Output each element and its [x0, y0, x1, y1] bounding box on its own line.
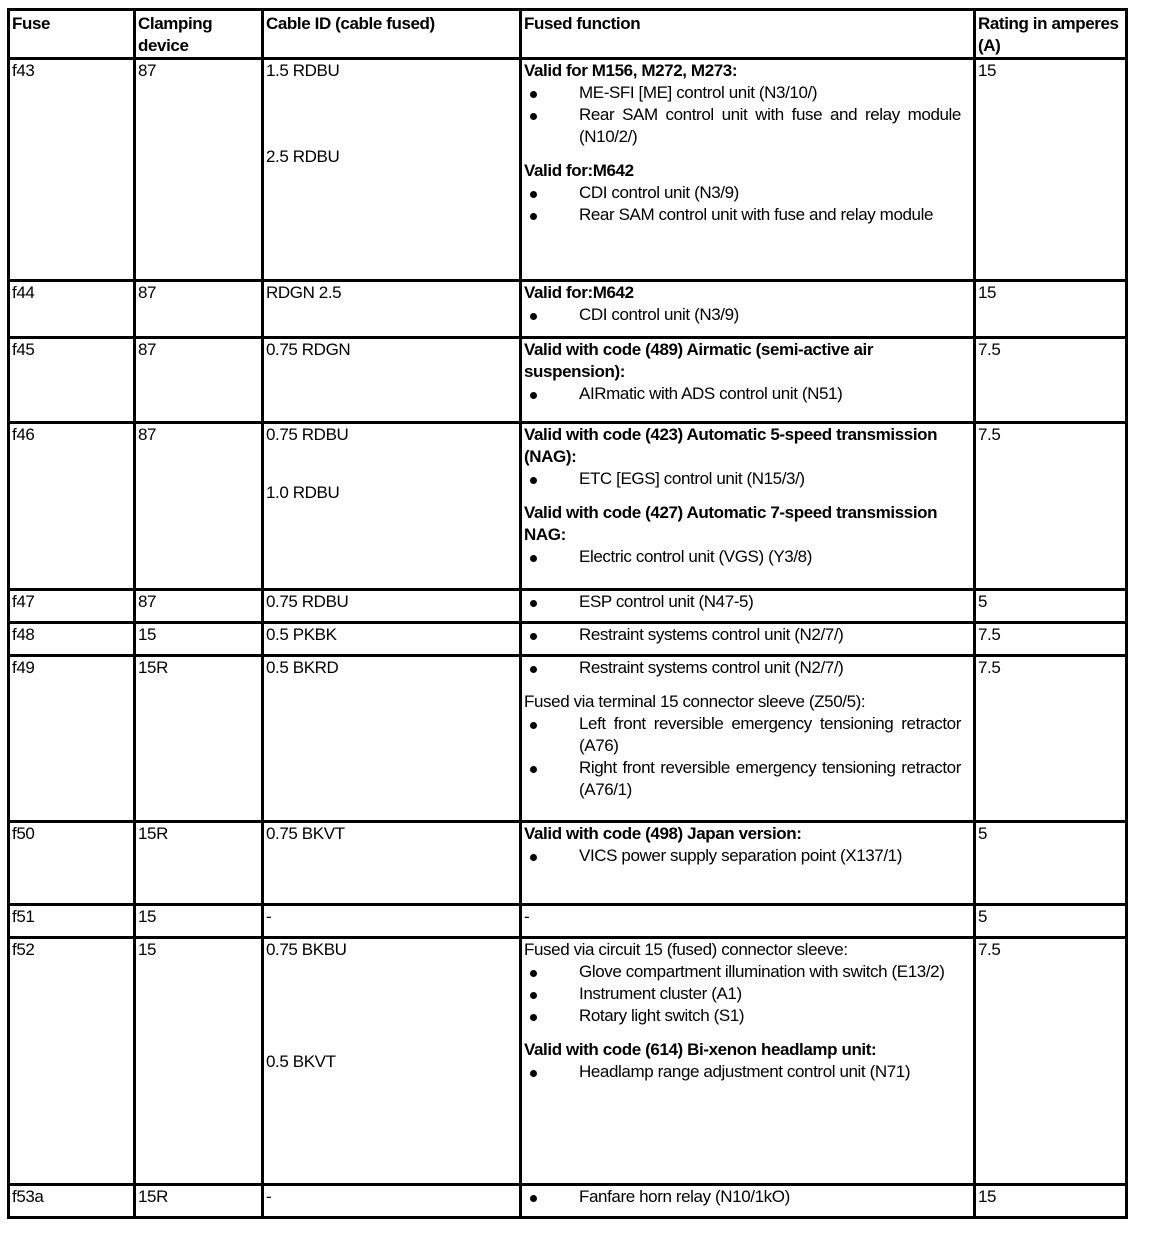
bullet-icon [530, 970, 537, 977]
function-note: - [524, 907, 530, 926]
fused-function-cell [521, 59, 975, 281]
validity-heading: Valid with code (489) Airmatic (semi-active air suspension): [524, 340, 874, 381]
table-row [9, 905, 1127, 938]
bullet-icon [530, 766, 537, 773]
list-item-text: Instrument cluster (A1) [579, 984, 742, 1003]
cable-id: - [266, 1187, 272, 1206]
list-item [524, 624, 971, 646]
function-list [524, 657, 971, 679]
table-row [9, 623, 1127, 656]
cable-id-cell [263, 590, 521, 623]
rating-cell: 5 [975, 590, 1127, 623]
cable-id: - [266, 907, 272, 926]
fuse-cell: f50 [9, 822, 135, 905]
function-group [524, 823, 971, 867]
function-list [524, 1186, 971, 1208]
fuse-cell: f53a [9, 1185, 135, 1218]
function-group [524, 624, 971, 646]
function-group [524, 691, 971, 801]
cable-id-cell [263, 423, 521, 590]
validity-heading: Valid for:M642 [524, 283, 634, 302]
function-group [524, 60, 971, 148]
table-body [9, 59, 1127, 1218]
function-group [524, 160, 971, 226]
bullet-icon [530, 992, 537, 999]
function-note: Fused via terminal 15 connector sleeve (Z50/5): [524, 692, 866, 711]
clamping-device-cell: 15R [135, 656, 263, 822]
cable-id-cell [263, 338, 521, 423]
list-item [524, 104, 971, 148]
clamping-device-cell: 87 [135, 281, 263, 338]
table-row [9, 590, 1127, 623]
list-item-text: Headlamp range adjustment control unit (N71) [579, 1062, 911, 1081]
bullet-icon [530, 722, 537, 729]
list-item [524, 983, 971, 1005]
fused-function-cell [521, 281, 975, 338]
clamping-device-cell: 15R [135, 1185, 263, 1218]
clamping-device-cell: 87 [135, 423, 263, 590]
list-item-text: Fanfare horn relay (N10/1kO) [579, 1187, 790, 1206]
cable-id: 0.75 RDBU [266, 592, 349, 611]
function-list [524, 304, 971, 326]
list-item-text: Rotary light switch (S1) [579, 1006, 745, 1025]
list-item-text: CDI control unit (N3/9) [579, 305, 739, 324]
function-group [524, 339, 971, 405]
fused-function-cell [521, 423, 975, 590]
cable-id: 1.5 RDBU [266, 61, 340, 80]
bullet-icon [530, 633, 537, 640]
function-group [524, 657, 971, 679]
validity-heading: Valid with code (614) Bi-xenon headlamp unit: [524, 1040, 877, 1059]
bullet-icon [530, 555, 537, 562]
list-item [524, 468, 971, 490]
cable-id: 0.5 BKVT [266, 1052, 336, 1071]
clamping-device-cell: 87 [135, 590, 263, 623]
header-rating: Rating in amperes (A) [975, 10, 1127, 59]
list-item [524, 182, 971, 204]
function-list [524, 961, 971, 1027]
bullet-icon [530, 113, 537, 120]
bullet-icon [530, 666, 537, 673]
table-row [9, 423, 1127, 590]
list-item [524, 845, 971, 867]
fuse-cell: f48 [9, 623, 135, 656]
validity-heading: Valid with code (498) Japan version: [524, 824, 802, 843]
rating-cell: 7.5 [975, 623, 1127, 656]
fused-function-cell [521, 905, 975, 938]
header-fused-function: Fused function [521, 10, 975, 59]
function-list [524, 1061, 971, 1083]
rating-cell: 5 [975, 905, 1127, 938]
rating-cell: 7.5 [975, 338, 1127, 423]
list-item [524, 82, 971, 104]
cable-id-cell [263, 281, 521, 338]
list-item-text: CDI control unit (N3/9) [579, 183, 739, 202]
function-group [524, 502, 971, 568]
cable-id: RDGN 2.5 [266, 283, 342, 302]
bullet-icon [530, 91, 537, 98]
fuse-cell: f52 [9, 938, 135, 1185]
cable-id: 2.5 RDBU [266, 147, 340, 166]
bullet-icon [530, 392, 537, 399]
fused-function-cell [521, 338, 975, 423]
header-fuse: Fuse [9, 10, 135, 59]
function-list [524, 845, 971, 867]
function-group [524, 939, 971, 1027]
fused-function-cell [521, 623, 975, 656]
list-item-text: ESP control unit (N47-5) [579, 592, 754, 611]
fuse-cell: f44 [9, 281, 135, 338]
table-row [9, 656, 1127, 822]
fuse-cell: f49 [9, 656, 135, 822]
list-item [524, 1061, 971, 1083]
cable-id-cell [263, 1185, 521, 1218]
clamping-device-cell: 87 [135, 338, 263, 423]
cable-id: 0.75 BKVT [266, 824, 345, 843]
clamping-device-cell: 15R [135, 822, 263, 905]
fuse-cell: f43 [9, 59, 135, 281]
header-clamping-device: Clamping device [135, 10, 263, 59]
function-group [524, 424, 971, 490]
function-list [524, 624, 971, 646]
list-item [524, 1005, 971, 1027]
list-item [524, 383, 971, 405]
bullet-icon [530, 1014, 537, 1021]
validity-heading: Valid with code (427) Automatic 7-speed transmission NAG: [524, 503, 938, 544]
list-item-text: ME-SFI [ME] control unit (N3/10/) [579, 83, 818, 102]
clamping-device-cell: 15 [135, 623, 263, 656]
table-row [9, 938, 1127, 1185]
validity-heading: Valid for M156, M272, M273: [524, 61, 738, 80]
rating-cell: 15 [975, 281, 1127, 338]
rating-cell: 15 [975, 1185, 1127, 1218]
table-row [9, 59, 1127, 281]
bullet-icon [530, 854, 537, 861]
cable-id-cell [263, 623, 521, 656]
list-item [524, 546, 971, 568]
list-item [524, 1186, 971, 1208]
cable-id-cell [263, 938, 521, 1185]
bullet-icon [530, 191, 537, 198]
bullet-icon [530, 1070, 537, 1077]
cable-id: 0.75 BKBU [266, 940, 347, 959]
cable-id: 0.5 BKRD [266, 658, 339, 677]
cable-id-cell [263, 822, 521, 905]
list-item-text: Rear SAM control unit with fuse and relay module (N10/2/) [579, 105, 961, 146]
rating-cell: 7.5 [975, 423, 1127, 590]
list-item [524, 713, 971, 757]
clamping-device-cell: 15 [135, 938, 263, 1185]
function-group [524, 591, 971, 613]
function-list [524, 713, 971, 801]
fused-function-cell [521, 1185, 975, 1218]
list-item [524, 591, 971, 613]
list-item [524, 204, 971, 226]
cable-id: 1.0 RDBU [266, 483, 340, 502]
clamping-device-cell: 15 [135, 905, 263, 938]
rating-cell: 15 [975, 59, 1127, 281]
list-item-text: ETC [EGS] control unit (N15/3/) [579, 469, 805, 488]
rating-cell: 7.5 [975, 938, 1127, 1185]
rating-cell: 5 [975, 822, 1127, 905]
bullet-icon [530, 600, 537, 607]
table-row [9, 1185, 1127, 1218]
list-item-text: AIRmatic with ADS control unit (N51) [579, 384, 843, 403]
fused-function-cell [521, 590, 975, 623]
list-item-text: Glove compartment illumination with switch (E13/2) [579, 962, 945, 981]
function-group [524, 906, 971, 928]
header-cable-id: Cable ID (cable fused) [263, 10, 521, 59]
header-row [9, 10, 1127, 59]
bullet-icon [530, 477, 537, 484]
fuse-cell: f47 [9, 590, 135, 623]
function-list [524, 82, 971, 148]
function-group [524, 282, 971, 326]
list-item-text: Rear SAM control unit with fuse and relay module [579, 205, 934, 224]
cable-id-cell [263, 905, 521, 938]
list-item-text: VICS power supply separation point (X137/1) [579, 846, 902, 865]
fuse-table [7, 8, 1128, 1219]
bullet-icon [530, 213, 537, 220]
list-item [524, 961, 971, 983]
fused-function-cell [521, 822, 975, 905]
list-item-text: Restraint systems control unit (N2/7/) [579, 658, 844, 677]
validity-heading: Valid with code (423) Automatic 5-speed transmission (NAG): [524, 425, 938, 466]
bullet-icon [530, 1195, 537, 1202]
list-item-text: Restraint systems control unit (N2/7/) [579, 625, 844, 644]
function-list [524, 546, 971, 568]
table-row [9, 822, 1127, 905]
function-group [524, 1039, 971, 1083]
list-item-text: Electric control unit (VGS) (Y3/8) [579, 547, 812, 566]
function-list [524, 383, 971, 405]
function-list [524, 468, 971, 490]
function-list [524, 182, 971, 226]
fuse-cell: f46 [9, 423, 135, 590]
validity-heading: Valid for:M642 [524, 161, 634, 180]
cable-id: 0.5 PKBK [266, 625, 337, 644]
list-item-text: Right front reversible emergency tensioning retractor (A76/1) [579, 758, 961, 799]
fuse-cell: f51 [9, 905, 135, 938]
cable-id-cell [263, 656, 521, 822]
function-group [524, 1186, 971, 1208]
list-item [524, 304, 971, 326]
cable-id-cell [263, 59, 521, 281]
table-row [9, 338, 1127, 423]
list-item [524, 657, 971, 679]
list-item [524, 757, 971, 801]
fused-function-cell [521, 938, 975, 1185]
cable-id: 0.75 RDBU [266, 425, 349, 444]
bullet-icon [530, 313, 537, 320]
list-item-text: Left front reversible emergency tensioning retractor (A76) [579, 714, 961, 755]
function-note: Fused via circuit 15 (fused) connector sleeve: [524, 940, 848, 959]
table-row [9, 281, 1127, 338]
function-list [524, 591, 971, 613]
fused-function-cell [521, 656, 975, 822]
clamping-device-cell: 87 [135, 59, 263, 281]
fuse-cell: f45 [9, 338, 135, 423]
cable-id: 0.75 RDGN [266, 340, 351, 359]
rating-cell: 7.5 [975, 656, 1127, 822]
